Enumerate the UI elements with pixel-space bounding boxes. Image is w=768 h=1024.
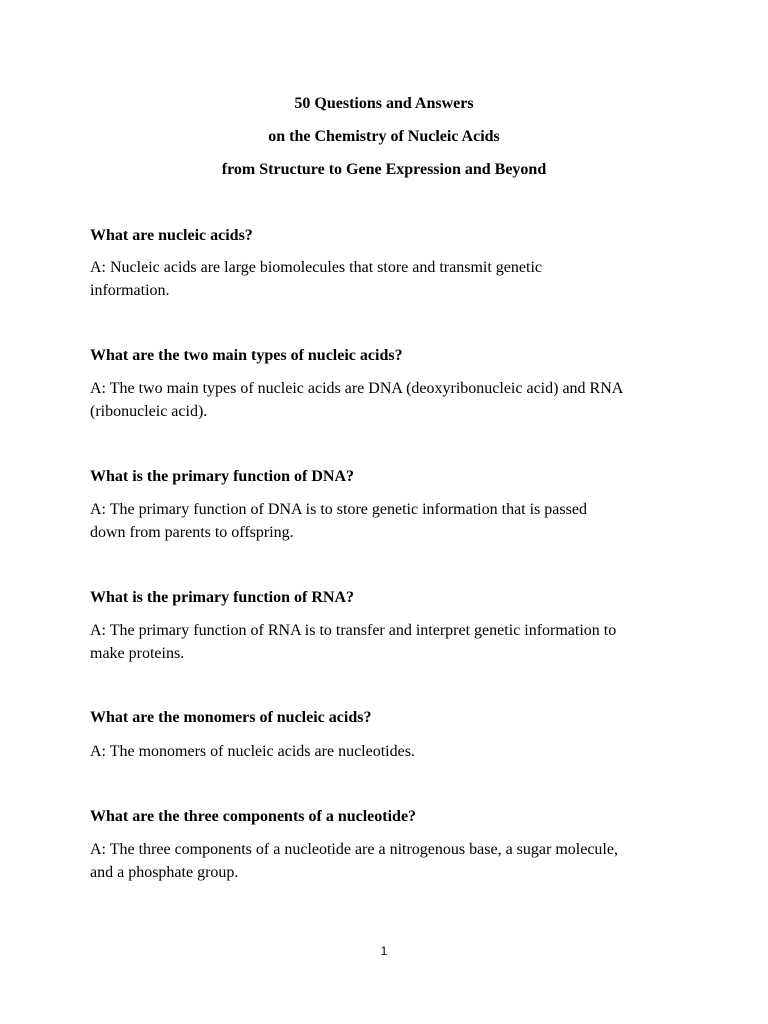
answer-3 [90, 498, 690, 544]
question-6: What are the three components of a nucleotide? [90, 808, 417, 825]
question-4: What is the primary function of RNA? [90, 589, 354, 606]
question-3: What is the primary function of DNA? [90, 468, 354, 485]
answer-3-line-2: down from parents to offspring. [90, 524, 294, 541]
title-line-2: on the Chemistry of Nucleic Acids [268, 128, 500, 145]
answer-6-line-1: A: The three components of a nucleotide are a nitrogenous base, a sugar molecule, [90, 841, 618, 858]
question-2: What are the two main types of nucleic acids? [90, 347, 403, 364]
answer-1-line-2: information. [90, 282, 170, 299]
title-line-1: 50 Questions and Answers [294, 95, 474, 112]
answer-6-line-2: and a phosphate group. [90, 864, 239, 881]
answer-5-line-1: A: The monomers of nucleic acids are nucleotides. [90, 743, 415, 760]
answer-6 [90, 838, 690, 884]
answer-4 [90, 619, 690, 665]
answer-1 [90, 256, 690, 302]
answer-5 [90, 740, 690, 763]
question-5: What are the monomers of nucleic acids? [90, 709, 372, 726]
answer-3-line-1: A: The primary function of DNA is to store genetic information that is passed [90, 501, 587, 518]
answer-2 [90, 377, 690, 423]
answer-4-line-2: make proteins. [90, 645, 185, 662]
answer-2-line-1: A: The two main types of nucleic acids are DNA (deoxyribonucleic acid) and RNA [90, 380, 624, 397]
question-1: What are nucleic acids? [90, 227, 253, 244]
title-line-3: from Structure to Gene Expression and Beyond [221, 161, 547, 178]
page-number: 1 [380, 944, 388, 958]
answer-2-line-2: (ribonucleic acid). [90, 403, 208, 420]
answer-4-line-1: A: The primary function of RNA is to transfer and interpret genetic information to [90, 622, 617, 639]
answer-1-line-1: A: Nucleic acids are large biomolecules that store and transmit genetic [90, 259, 542, 276]
